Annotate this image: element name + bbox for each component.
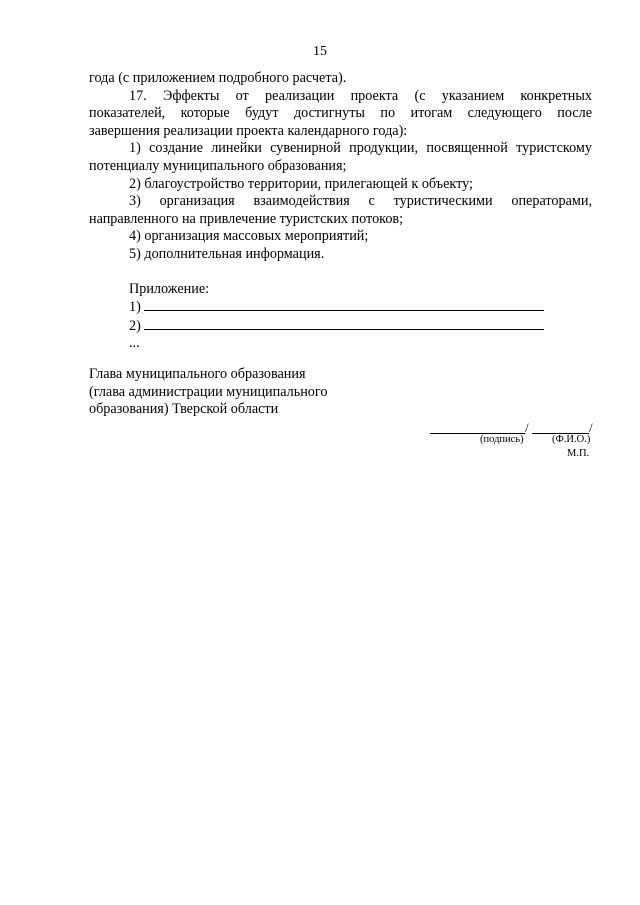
appendix-title: Приложение: [129,280,210,297]
text-line: года (с приложением подробного расчета). [89,70,347,86]
appendix-item-2 [89,317,592,336]
text-line: завершения реализации проекта календарного года): [89,122,408,139]
signature-lines [430,420,595,434]
head-line-2: (глава администрации муниципального [89,383,328,400]
head-of-municipality [89,366,327,419]
text-line: потенциалу муниципального образования; [89,157,347,174]
appendix-item-2-label: 2) [129,317,141,334]
effect-item-3: 3) организация взаимодействия с туристическими операторами, [129,193,592,210]
appendix-ellipsis: ... [129,335,140,352]
effect-item-4: 4) организация массовых мероприятий; [129,228,369,245]
page-number: 15 [313,44,327,59]
stamp-label: М.П. [567,448,590,459]
head-line-1: Глава муниципального образования [89,366,306,382]
effect-item-5: 5) дополнительная информация. [129,245,325,262]
slash-1: / [525,420,529,435]
item-17-heading: 17. Эффекты от реализации проекта (с указанием конкретных [129,87,592,104]
head-line-3: образования) Тверской области [89,401,279,418]
slash-2: / [589,420,593,435]
effect-item-1: 1) создание линейки сувенирной продукции, посвященной туристскому [129,140,592,157]
appendix-item-1-blank [144,298,544,311]
appendix-item-1 [89,298,592,317]
appendix-item-1-label: 1) [129,299,141,316]
name-caption: (Ф.И.О.) [552,434,591,445]
effect-item-2: 2) благоустройство территории, прилегающей к объекту; [129,175,473,192]
signature-caption: (подпись) [480,434,524,445]
text-line: показателей, которые будут достигнуты по итогам следующего после [89,105,592,122]
appendix-item-2-blank [144,317,544,330]
document-body [89,70,592,353]
signature-block [430,420,595,459]
text-line: направленного на привлечение туристских потоков; [89,210,404,227]
